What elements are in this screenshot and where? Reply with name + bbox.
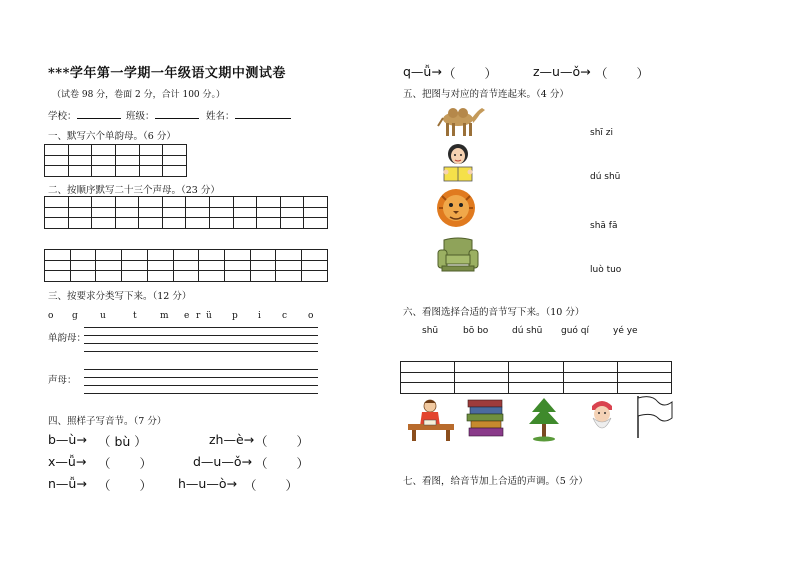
letter: o	[308, 311, 314, 321]
writing-line[interactable]	[84, 335, 318, 336]
syllable-question: b—ù→	[48, 432, 87, 447]
answer-grid[interactable]	[400, 361, 672, 394]
sofa-icon[interactable]	[436, 236, 480, 274]
syllable-answer[interactable]: （ ）	[98, 478, 152, 493]
section-2-heading: 二、按顺序默写二十三个声母。（23 分）	[48, 185, 220, 196]
tree-icon	[524, 396, 564, 442]
letter: e	[184, 311, 190, 321]
writing-line[interactable]	[84, 377, 318, 378]
syllable-option: shū	[422, 326, 439, 336]
letter: o	[48, 311, 54, 321]
syllable-option: dú shū	[512, 326, 543, 336]
finals-row-label: 单韵母：	[48, 333, 87, 344]
letter-row	[0, 311, 340, 323]
syllable-option[interactable]: dú shū	[590, 172, 621, 182]
writing-line[interactable]	[84, 393, 318, 394]
initials-grid-1[interactable]	[44, 196, 328, 229]
finals-grid[interactable]	[44, 144, 187, 177]
syllable-question: h—u—ò→	[178, 476, 237, 491]
section-1-heading: 一、默写六个单韵母。（6 分）	[48, 131, 176, 142]
syllable-answer[interactable]: （ ）	[255, 434, 309, 449]
writing-line[interactable]	[84, 385, 318, 386]
syllable-answer[interactable]: （ ）	[255, 456, 309, 471]
letter: t	[133, 311, 137, 321]
girl-reading-icon[interactable]	[440, 142, 476, 182]
syllable-answer[interactable]: （ ）	[443, 66, 497, 81]
letter: i	[258, 311, 261, 321]
section-5-heading: 五、把图与对应的音节连起来。（4 分）	[403, 89, 569, 100]
syllable-answer[interactable]: （ ）	[98, 456, 152, 471]
books-icon	[464, 396, 508, 442]
writing-line[interactable]	[84, 351, 318, 352]
flag-icon	[632, 394, 674, 440]
section-7-heading: 七、看图，给音节加上合适的声调。（5 分）	[403, 476, 588, 487]
syllable-question: x—ǚ→	[48, 454, 87, 469]
school-label: 学校：	[48, 111, 77, 122]
school-blank[interactable]	[77, 109, 121, 119]
letter: u	[100, 311, 106, 321]
syllable-question: z—u—ǒ→	[533, 64, 591, 79]
class-blank[interactable]	[155, 109, 199, 119]
syllable-question: q—ǚ→	[403, 64, 442, 79]
writing-line[interactable]	[84, 343, 318, 344]
letter: m	[160, 311, 169, 321]
syllable-answer[interactable]: （ ）	[595, 66, 649, 81]
lion-icon[interactable]	[436, 186, 476, 230]
school-field[interactable]	[48, 108, 121, 122]
initials-grid-2[interactable]	[44, 249, 328, 282]
name-label: 姓名：	[206, 111, 235, 122]
writing-line[interactable]	[84, 327, 318, 328]
reading-boy-icon	[406, 396, 456, 442]
writing-line[interactable]	[84, 369, 318, 370]
syllable-option[interactable]: shā fā	[590, 221, 618, 231]
letter: r	[196, 311, 201, 321]
syllable-question: zh—è→	[209, 432, 255, 447]
syllable-option: yé ye	[613, 326, 638, 336]
score-note: （试卷 98 分，卷面 2 分，合计 100 分。）	[52, 90, 226, 100]
name-field[interactable]	[206, 108, 291, 122]
syllable-option[interactable]: shī zi	[590, 128, 613, 138]
letter: c	[282, 311, 288, 321]
camel-icon[interactable]	[432, 104, 486, 138]
section-3-heading: 三、按要求分类写下来。（12 分）	[48, 291, 192, 302]
letter: ü	[206, 311, 212, 321]
section-4-heading: 四、照样子写音节。（7 分）	[48, 416, 167, 427]
grandpa-icon	[584, 396, 620, 440]
syllable-option[interactable]: luò tuo	[590, 265, 622, 275]
page-title: ***学年第一学期一年级语文期中测试卷	[48, 66, 286, 81]
syllable-answer: （ bù ）	[98, 434, 147, 449]
syllable-question: d—u—ǒ→	[193, 454, 252, 469]
class-label: 班级：	[126, 111, 155, 122]
syllable-option: guó qí	[561, 326, 589, 336]
letter: g	[72, 311, 78, 321]
name-blank[interactable]	[235, 109, 291, 119]
section-6-heading: 六、看图选择合适的音节写下来。（10 分）	[403, 307, 585, 318]
class-field[interactable]	[126, 108, 199, 122]
letter: p	[232, 311, 238, 321]
syllable-question: n—ǚ→	[48, 476, 87, 491]
initials-row-label: 声母：	[48, 375, 77, 386]
syllable-option: bō bo	[463, 326, 489, 336]
syllable-answer[interactable]: （ ）	[244, 478, 298, 493]
